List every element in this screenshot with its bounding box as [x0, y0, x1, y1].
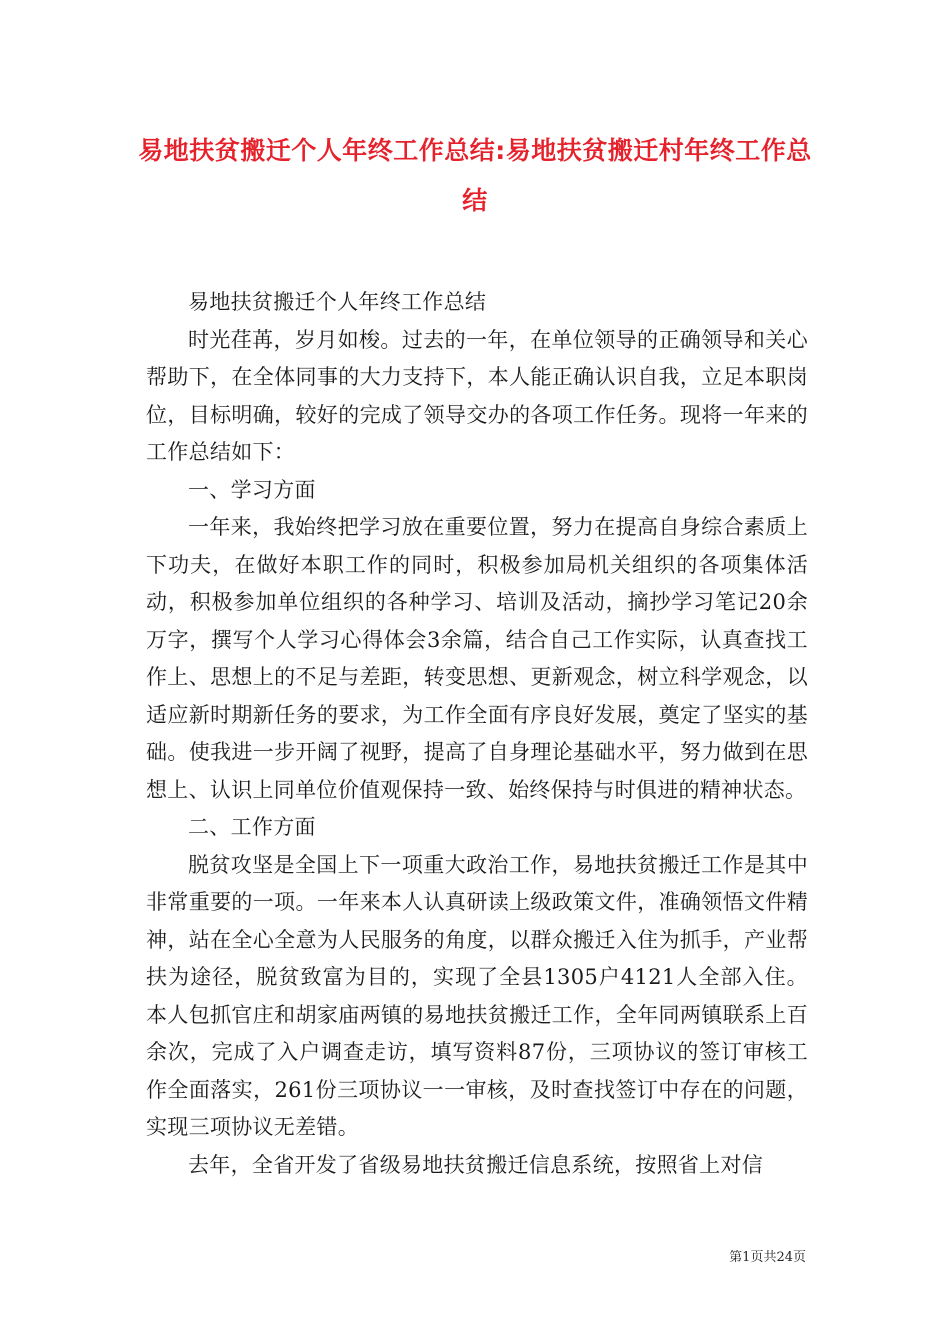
- section-heading-work: 二、工作方面: [188, 815, 316, 839]
- paragraph-intro: 时光荏苒，岁月如梭。过去的一年，在单位领导的正确领导和关心帮助下，在全体同事的大力支持下，本人能正确认识自我，立足本职岗位，目标明确，较好的完成了领导交办的各项工作任务。现将一年来的工作总结如下：: [146, 327, 808, 464]
- document-subtitle: 易地扶贫搬迁个人年终工作总结: [188, 290, 487, 314]
- paragraph-study: 一年来，我始终把学习放在重要位置，努力在提高自身综合素质上下功夫，在做好本职工作的同时，积极参加局机关组织的各项集体活动，积极参加单位组织的各种学习、培训及活动，摘抄学习笔记20余万字，撰写个人学习心得体会3余篇，结合自己工作实际，认真查找工作上、思想上的不足与差距，转变思想、更新观念，树立科学观念，以适应新时期新任务的要求，为工作全面有序良好发展，奠定了坚实的基础。使我进一步开阔了视野，提高了自身理论基础水平，努力做到在思想上、认识上同单位价值观保持一致、始终保持与时俱进的精神状态。: [146, 515, 808, 802]
- document-body: [146, 284, 808, 1184]
- page-title: 易地扶贫搬迁个人年终工作总结:易地扶贫搬迁村年终工作总结: [138, 136, 812, 215]
- section-heading-study: 一、学习方面: [188, 477, 316, 502]
- page-number: 第1页共24页: [729, 1250, 806, 1265]
- paragraph-system: 去年，全省开发了省级易地扶贫搬迁信息系统，按照省上对信: [188, 1152, 764, 1177]
- paragraph-work: 脱贫攻坚是全国上下一项重大政治工作，易地扶贫搬迁工作是其中非常重要的一项。一年来本人认真研读上级政策文件，准确领悟文件精神，站在全心全意为人民服务的角度，以群众搬迁入住为抓手，产业帮扶为途径，脱贫致富为目的，实现了全县1305户4121人全部入住。本人包抓官庄和胡家庙两镇的易地扶贫搬迁工作，全年同两镇联系上百余次，完成了入户调查走访，填写资料87份，三项协议的签订审核工作全面落实，261份三项协议一一审核，及时查找签订中存在的问题，实现三项协议无差错。: [146, 852, 808, 1139]
